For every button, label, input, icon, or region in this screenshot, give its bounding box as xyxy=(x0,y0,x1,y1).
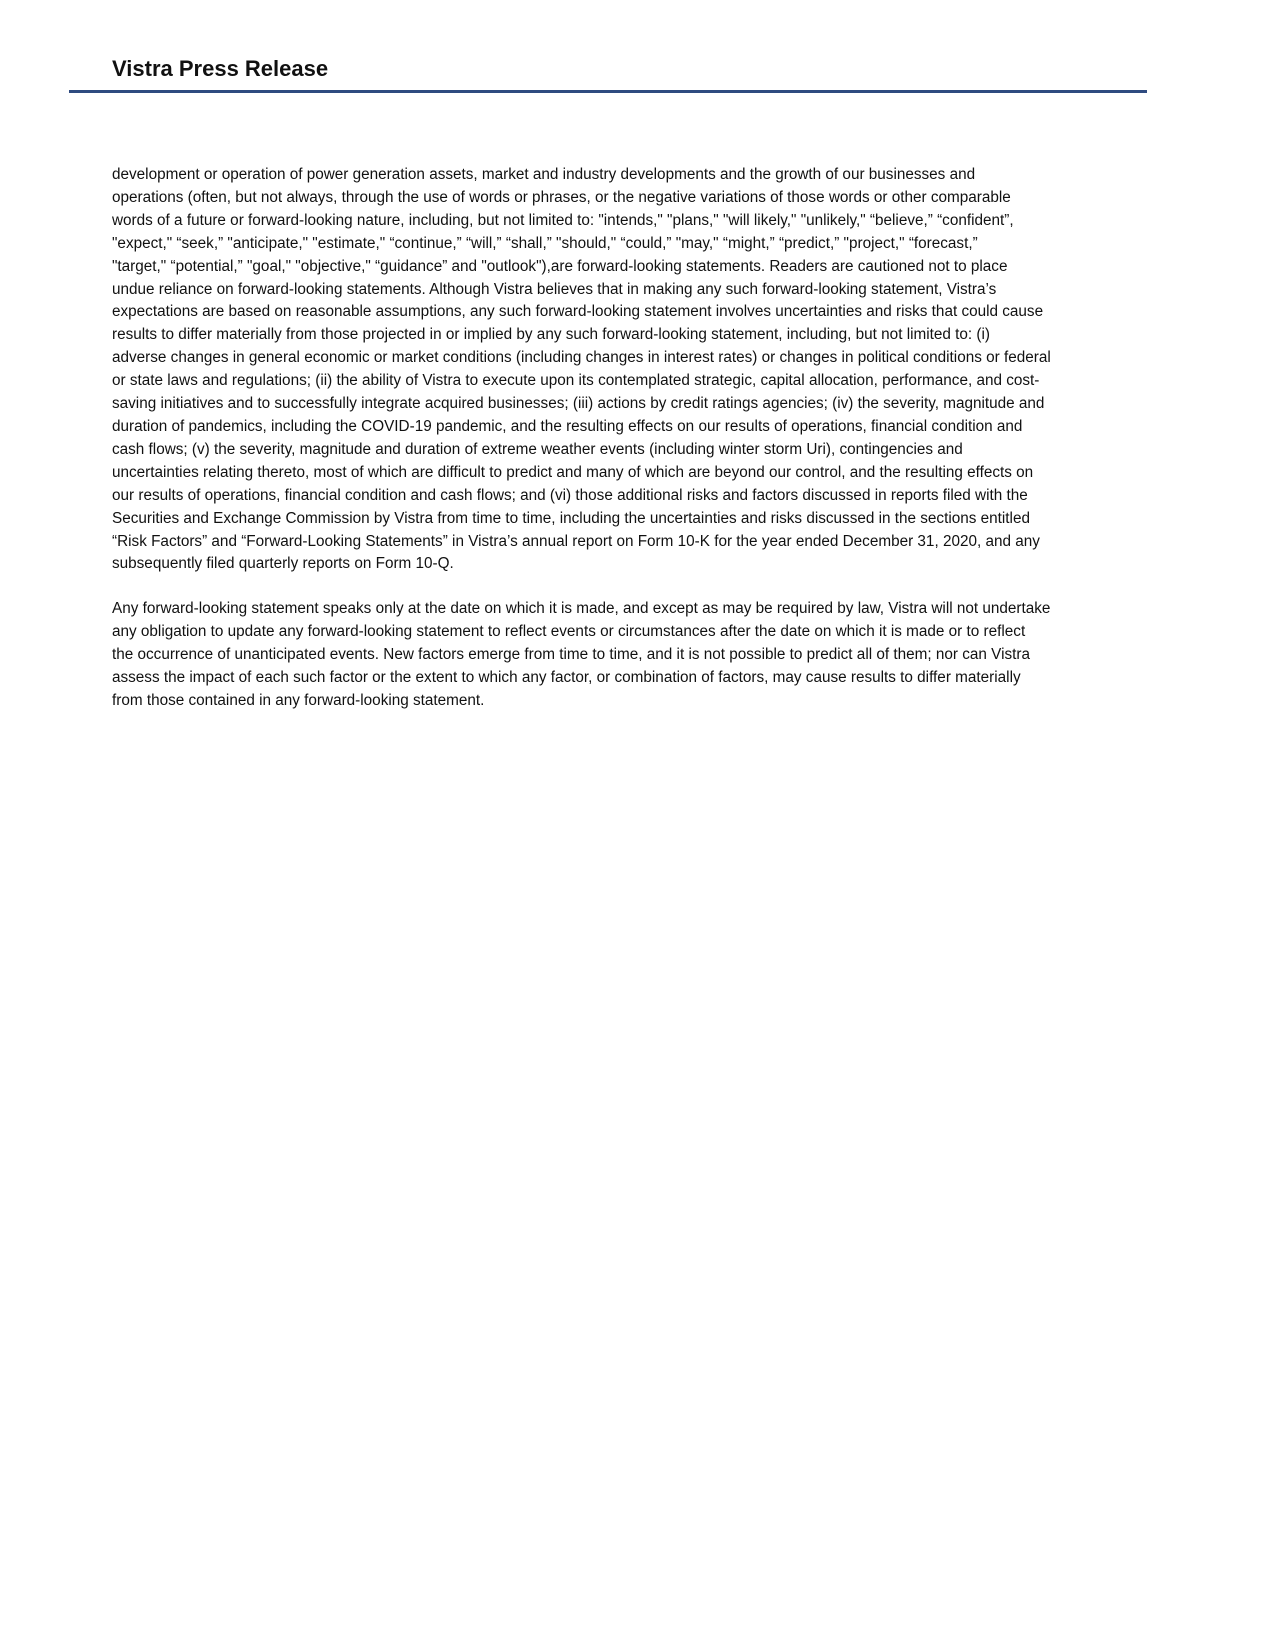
text-line: cash flows; (v) the severity, magnitude and duration of extreme weather events (including winter storm Uri), contingencies and xyxy=(112,440,963,458)
text-line: "expect," “seek,” "anticipate," "estimate," “continue,” “will,” “shall,” "should," “could,” "may," “might,” “predict,” "project," “forecast,” xyxy=(112,234,978,252)
text-line: saving initiatives and to successfully integrate acquired businesses; (iii) actions by credit ratings agencies; (iv) the severity, magnitude and xyxy=(112,395,1045,413)
document-body xyxy=(112,164,1162,735)
text-line: adverse changes in general economic or market conditions (including changes in interest rates) or changes in political conditions or federal xyxy=(112,349,1051,367)
paragraph xyxy=(112,598,1162,713)
text-line: the occurrence of unanticipated events. New factors emerge from time to time, and it is not possible to predict all of them; nor can Vistra xyxy=(112,646,1030,664)
text-line: or state laws and regulations; (ii) the ability of Vistra to execute upon its contemplated strategic, capital allocation, performance, and cost- xyxy=(112,372,1040,390)
text-line: any obligation to update any forward-looking statement to reflect events or circumstances after the date on which it is made or to reflect xyxy=(112,623,1026,641)
text-line: our results of operations, financial condition and cash flows; and (vi) those additional risks and factors discussed in reports filed with the xyxy=(112,486,1028,504)
text-line: duration of pandemics, including the COVID-19 pandemic, and the resulting effects on our results of operations, financial condition and xyxy=(112,417,1023,435)
text-line: subsequently filed quarterly reports on Form 10-Q. xyxy=(112,555,454,573)
header-divider xyxy=(69,90,1147,93)
text-line: Any forward-looking statement speaks only at the date on which it is made, and except as may be required by law, Vistra will not undertake xyxy=(112,600,1051,618)
text-line: undue reliance on forward-looking statements. Although Vistra believes that in making any such forward-looking statement, Vistra’s xyxy=(112,280,997,298)
text-line: results to differ materially from those projected in or implied by any such forward-looking statement, including, but not limited to: (i) xyxy=(112,326,990,344)
paragraph xyxy=(112,164,1162,576)
text-line: development or operation of power generation assets, market and industry developments and the growth of our businesses and xyxy=(112,166,976,183)
text-line: from those contained in any forward-looking statement. xyxy=(112,691,485,709)
text-line: operations (often, but not always, through the use of words or phrases, or the negative variations of those words or other comparable xyxy=(112,188,1011,206)
text-line: uncertainties relating thereto, most of which are difficult to predict and many of which are beyond our control, and the resulting effects on xyxy=(112,463,1034,481)
text-line: assess the impact of each such factor or the extent to which any factor, or combination of factors, may cause results to differ materially xyxy=(112,669,1021,687)
text-line: Securities and Exchange Commission by Vistra from time to time, including the uncertainties and risks discussed in the sections entitled xyxy=(112,509,1030,527)
text-line: “Risk Factors” and “Forward-Looking Statements” in Vistra’s annual report on Form 10-K for the year ended December 31, 2020, and any xyxy=(112,532,1040,550)
text-line: words of a future or forward-looking nature, including, but not limited to: "intends," "plans," "will likely," "unlikely," “believe,” “confident”, xyxy=(112,211,1014,229)
header-title: Vistra Press Release xyxy=(112,56,329,81)
text-line: "target," “potential,” "goal," "objective," “guidance” and "outlook"),are forward-looking statements. Readers are cautioned not to place xyxy=(112,257,1008,275)
text-line: expectations are based on reasonable assumptions, any such forward-looking statement involves uncertainties and risks that could cause xyxy=(112,303,1044,321)
